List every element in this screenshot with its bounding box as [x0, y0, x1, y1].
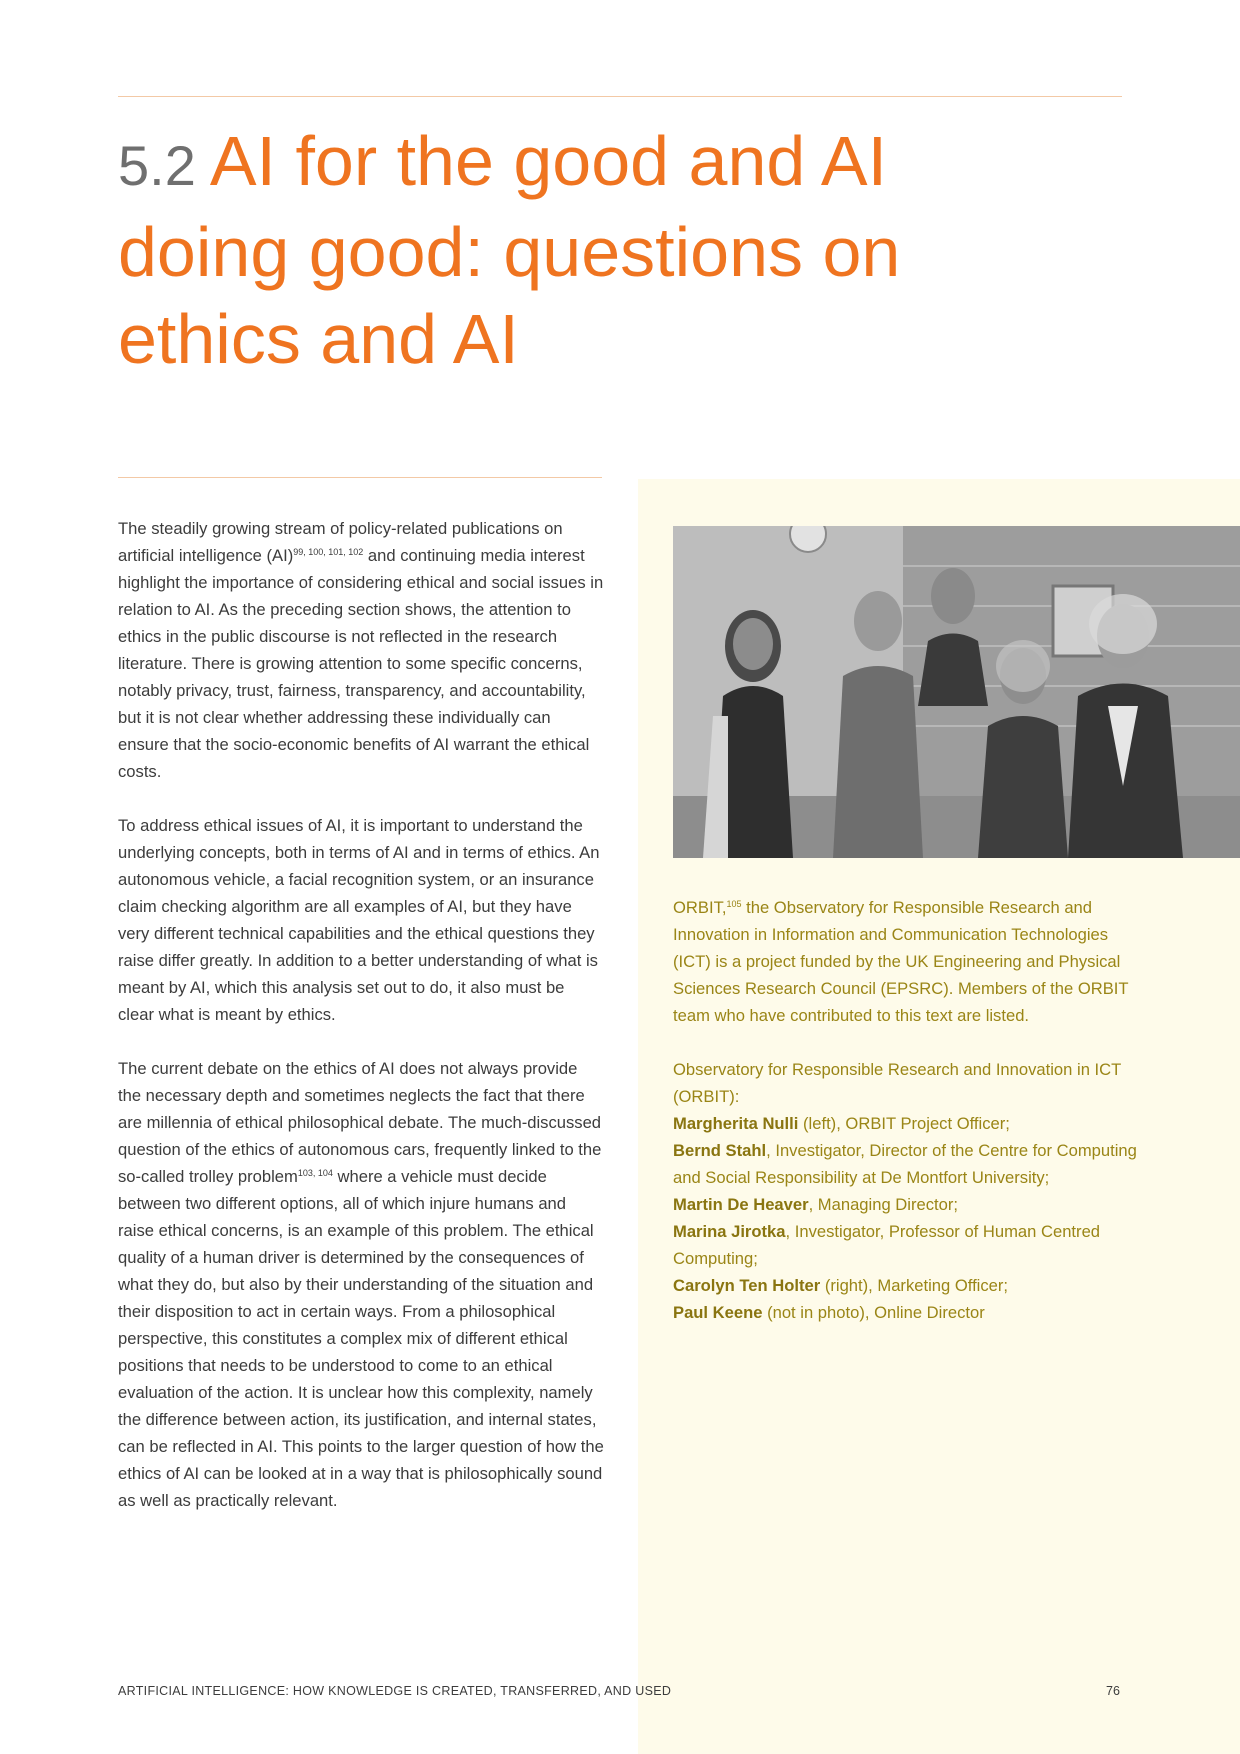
org-name: Observatory for Responsible Research and Innovation in ICT (ORBIT): [673, 1060, 1121, 1106]
section-divider [118, 477, 602, 478]
paragraph-2: To address ethical issues of AI, it is important to understand the underlying concepts, both in terms of AI and in terms of ethics. An autonomous vehicle, a facial recognition system, or an insurance claim checking algorithm are all examples of AI, but they have very different technical capabilities and the ethical questions they raise differ greatly. In addition to a better understanding of what is meant by AI, which this analysis set out to do, it also must be clear what is meant by ethics. [118, 816, 600, 1024]
running-footer: ARTIFICIAL INTELLIGENCE: HOW KNOWLEDGE IS CREATED, TRANSFERRED, AND USED [118, 1684, 672, 1698]
member-item: Martin De Heaver, Managing Director; [673, 1195, 958, 1214]
member-item: Bernd Stahl, Investigator, Director of the Centre for Computing and Social Responsibility at De Montfort University; [673, 1141, 1137, 1187]
member-item: Marina Jirotka, Investigator, Professor of Human Centred Computing; [673, 1222, 1101, 1268]
member-item: Margherita Nulli (left), ORBIT Project Officer; [673, 1114, 1010, 1133]
member-list [673, 1056, 1143, 1326]
footnote-ref[interactable]: 105 [726, 899, 742, 909]
section-number: 5.2 [118, 134, 196, 197]
team-photo [673, 526, 1240, 858]
paragraph-3: The current debate on the ethics of AI does not always provide the necessary depth and sometimes neglects the fact that there are millennia of ethical philosophical debate. The much-discussed question of the ethics of autonomous cars, frequently linked to the so-called trolley problem$^{103, 104}$ where a vehicle must decide between two different options, all of which injure humans and raise ethical concerns, is an example of this problem. The ethical quality of a human driver is determined by the consequences of what they do, but also by their understanding of the situation and their disposition to act in certain ways. From a philosophical perspective, this constitutes a complex mix of different ethical positions that needs to be understood to come to an ethical evaluation of the action. It is unclear how this complexity, namely the difference between action, its justification, and internal states, can be reflected in AI. This points to the larger question of how the ethics of AI can be looked at in a way that is philosophically sound as well as practically relevant. [118, 1059, 604, 1510]
team-photo-illustration [673, 526, 1240, 858]
page-title [118, 118, 938, 383]
page-number: 76 [1106, 1684, 1120, 1698]
top-divider [118, 96, 1122, 97]
paragraph-1: The steadily growing stream of policy-related publications on artificial intelligence (AI)$^{99, 100, 101, 102}$ and continuing media interest highlight the importance of considering ethical and social issues in relation to AI. As the preceding section shows, the attention to ethics in the public discourse is not reflected in the research literature. There is growing attention to some specific concerns, notably privacy, trust, fairness, transparency, and accountability, but it is not clear whether addressing these individually can ensure that the socio-economic benefits of AI warrant the ethical costs. [118, 519, 604, 781]
main-text [118, 515, 604, 1541]
orbit-intro: ORBIT,$^{105}$ the Observatory for Responsible Research and Innovation in Information and Communication Technologies (ICT) is a project funded by the UK Engineering and Physical Sciences Research Council (EPSRC). Members of the ORBIT team who have contributed to this text are listed. [673, 898, 1129, 1025]
sidebar-text [673, 894, 1143, 1326]
section-title: AI for the good and AI doing good: questions on ethics and AI [118, 122, 901, 378]
member-item: Carolyn Ten Holter (right), Marketing Officer; [673, 1276, 1009, 1295]
footnote-ref[interactable]: 99, 100, 101, 102 [293, 547, 364, 557]
member-item: Paul Keene (not in photo), Online Director [673, 1303, 985, 1322]
footnote-ref[interactable]: 103, 104 [297, 1168, 333, 1178]
